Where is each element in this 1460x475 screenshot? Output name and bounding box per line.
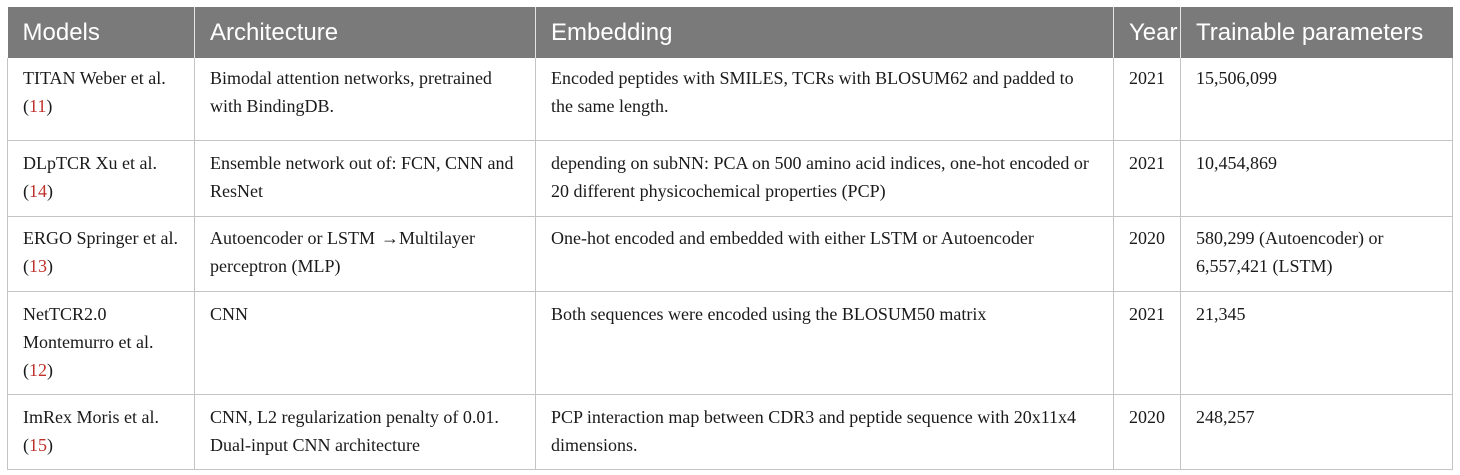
cell-model: ImRex Moris et al. (15) bbox=[8, 395, 195, 470]
cell-architecture: Ensemble network out of: FCN, CNN and ResNet bbox=[195, 141, 536, 217]
cell-model: ERGO Springer et al. (13) bbox=[8, 217, 195, 292]
cell-model: NetTCR2.0 Montemurro et al. (12) bbox=[8, 292, 195, 395]
cell-embedding: Both sequences were encoded using the BLOSUM50 matrix bbox=[536, 292, 1114, 395]
cell-parameters: 10,454,869 bbox=[1181, 141, 1453, 217]
cell-architecture: CNN bbox=[195, 292, 536, 395]
cell-year: 2021 bbox=[1114, 141, 1181, 217]
cell-parameters: 15,506,099 bbox=[1181, 58, 1453, 141]
models-table bbox=[7, 7, 1453, 470]
table-row bbox=[8, 292, 1453, 395]
cell-parameters: 21,345 bbox=[1181, 292, 1453, 395]
cell-year: 2020 bbox=[1114, 217, 1181, 292]
header-trainable-parameters: Trainable parameters bbox=[1181, 7, 1453, 58]
cell-year: 2020 bbox=[1114, 395, 1181, 470]
header-architecture: Architecture bbox=[195, 7, 536, 58]
cell-architecture: CNN, L2 regularization penalty of 0.01. Dual-input CNN architecture bbox=[195, 395, 536, 470]
cell-year: 2021 bbox=[1114, 58, 1181, 141]
table-row bbox=[8, 217, 1453, 292]
cell-embedding: PCP interaction map between CDR3 and peptide sequence with 20x11x4 dimensions. bbox=[536, 395, 1114, 470]
cell-embedding: depending on subNN: PCA on 500 amino acid indices, one-hot encoded or 20 different physicochemical properties (PCP) bbox=[536, 141, 1114, 217]
reference-link[interactable]: 15 bbox=[29, 435, 47, 455]
table-row bbox=[8, 141, 1453, 217]
header-row bbox=[8, 7, 1453, 58]
reference-link[interactable]: 13 bbox=[29, 256, 47, 276]
reference-link[interactable]: 12 bbox=[29, 360, 47, 380]
cell-model: TITAN Weber et al. (11) bbox=[8, 58, 195, 141]
header-year: Year bbox=[1114, 7, 1181, 58]
header-models: Models bbox=[8, 7, 195, 58]
cell-model: DLpTCR Xu et al. (14) bbox=[8, 141, 195, 217]
table-row bbox=[8, 395, 1453, 470]
arrow-right-icon: → bbox=[380, 228, 399, 248]
cell-architecture: Bimodal attention networks, pretrained with BindingDB. bbox=[195, 58, 536, 141]
cell-parameters: 248,257 bbox=[1181, 395, 1453, 470]
header-embedding: Embedding bbox=[536, 7, 1114, 58]
reference-link[interactable]: 14 bbox=[29, 181, 47, 201]
cell-embedding: One-hot encoded and embedded with either LSTM or Autoencoder bbox=[536, 217, 1114, 292]
cell-year: 2021 bbox=[1114, 292, 1181, 395]
cell-architecture: Autoencoder or LSTM →Multilayer perceptron (MLP) bbox=[195, 217, 536, 292]
reference-link[interactable]: 11 bbox=[29, 96, 47, 116]
table-row bbox=[8, 58, 1453, 141]
cell-parameters: 580,299 (Autoencoder) or 6,557,421 (LSTM) bbox=[1181, 217, 1453, 292]
cell-embedding: Encoded peptides with SMILES, TCRs with BLOSUM62 and padded to the same length. bbox=[536, 58, 1114, 141]
